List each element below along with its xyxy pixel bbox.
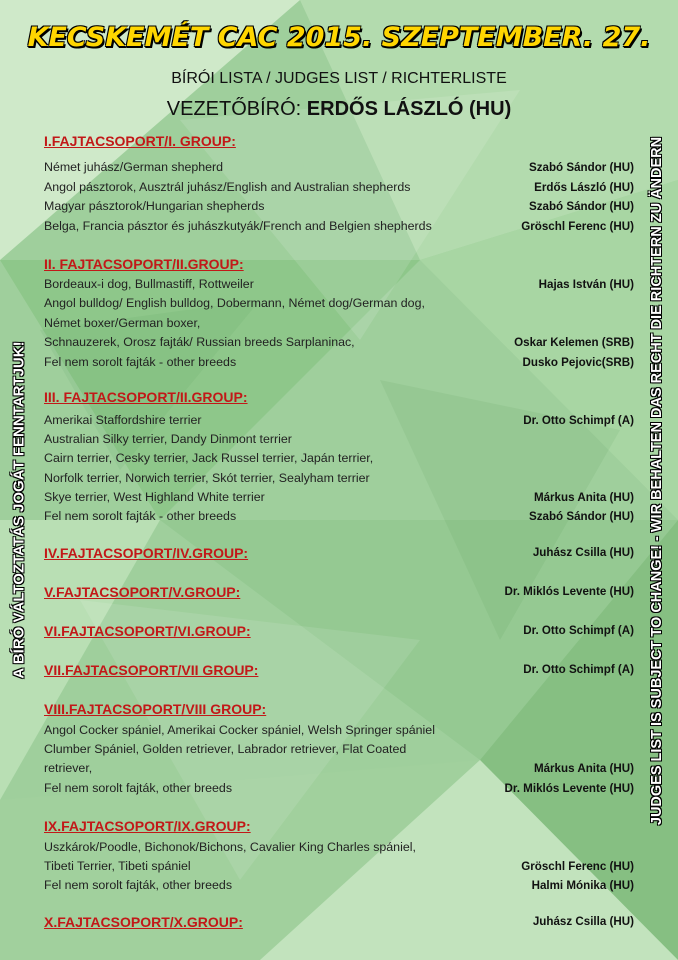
group-heading: V.FAJTACSOPORT/V.GROUP: [44,584,241,600]
judge-name: Gröschl Ferenc (HU) [521,860,634,873]
group-heading: IV.FAJTACSOPORT/IV.GROUP: [44,545,249,561]
breed-line: Amerikai Staffordshire terrier [44,413,202,427]
breed-line: Német juhász/German shepherd [44,160,224,174]
breed-line: Német boxer/German boxer, [44,316,201,330]
judge-name: Szabó Sándor (HU) [529,200,634,213]
judge-name: Erdős László (HU) [534,181,634,194]
group-heading: X.FAJTACSOPORT/X.GROUP: [44,914,243,930]
breed-line: Uszkárok/Poodle, Bichonok/Bichons, Cavalier King Charles spániel, [44,840,416,854]
breed-line: Bordeaux-i dog, Bullmastiff, Rottweiler [44,277,254,291]
judge-name: Szabó Sándor (HU) [529,161,634,174]
group-heading: IX.FAJTACSOPORT/IX.GROUP: [44,818,251,834]
chief-judge [0,98,678,121]
left-vertical-note [4,341,34,679]
breed-line: Magyar pásztorok/Hungarian shepherds [44,199,265,213]
breed-line: Fel nem sorolt fajták, other breeds [44,878,233,892]
judge-name: Gröschl Ferenc (HU) [521,220,634,233]
group-judge: Juhász Csilla (HU) [532,546,634,559]
judge-name: Dr. Otto Schimpf (A) [523,414,634,427]
breed-line: Angol pásztorok, Ausztrál juhász/English and Australian shepherds [44,180,411,194]
judge-name: Dusko Pejovic(SRB) [522,356,634,369]
left-vertical-text: A BÍRÓ VÁLTOZTATÁS JOGÁT FENNTARTJUK! [10,341,28,679]
breed-line: Fel nem sorolt fajták, other breeds [44,781,233,795]
right-vertical-text: JUDGES LIST IS SUBJECT TO CHANGE! - WIR BEHALTEN DAS RECHT DIE RICHTERN ZU ÄNDERN [649,136,665,826]
group-heading: II. FAJTACSOPORT/II.GROUP: [44,256,244,272]
judge-name: Oskar Kelemen (SRB) [514,336,634,349]
breed-line: Cairn terrier, Cesky terrier, Jack Russel terrier, Japán terrier, [44,451,374,465]
right-vertical-note [640,125,674,837]
breed-line: Tibeti Terrier, Tibeti spániel [44,859,191,873]
breed-line: Fel nem sorolt fajták - other breeds [44,509,237,523]
breed-line: Schnauzerek, Orosz fajták/ Russian breeds Sarplaninac, [44,335,355,349]
chief-judge-label: VEZETŐBÍRÓ: [166,98,302,120]
breed-line: Skye terrier, West Highland White terrier [44,490,265,504]
group-heading: VII.FAJTACSOPORT/VII GROUP: [44,662,259,678]
judge-name: Halmi Mónika (HU) [531,879,634,892]
breed-line: Norfolk terrier, Norwich terrier, Skót terrier, Sealyham terrier [44,471,370,485]
judge-name: Márkus Anita (HU) [533,762,634,775]
breed-line: Australian Silky terrier, Dandy Dinmont terrier [44,432,292,446]
page-subtitle: BÍRÓI LISTA / JUDGES LIST / RICHTERLISTE [171,70,507,87]
page-title: KECSKEMÉT CAC 2015. SZEPTEMBER. 27. [27,22,651,53]
group-judge: Dr. Otto Schimpf (A) [523,663,634,676]
chief-judge-name: ERDŐS LÁSZLÓ (HU) [306,98,512,120]
group-judge: Dr. Otto Schimpf (A) [523,624,634,637]
judge-name: Hajas István (HU) [538,278,634,291]
group-judge: Dr. Miklós Levente (HU) [504,585,634,598]
judge-name: Márkus Anita (HU) [533,491,634,504]
judge-name: Dr. Miklós Levente (HU) [504,782,634,795]
group-heading: VI.FAJTACSOPORT/VI.GROUP: [44,623,251,639]
breed-line: Angol Cocker spániel, Amerikai Cocker spániel, Welsh Springer spániel [44,723,435,737]
group-heading: III. FAJTACSOPORT/II.GROUP: [44,389,248,405]
breed-line: Belga, Francia pásztor és juhászkutyák/French and Belgien shepherds [44,219,432,233]
breed-line: Fel nem sorolt fajták - other breeds [44,355,237,369]
group-heading: VIII.FAJTACSOPORT/VIII GROUP: [44,701,267,717]
group-judge: Juhász Csilla (HU) [532,915,634,928]
breed-line: retriever, [44,761,93,775]
breed-line: Clumber Spániel, Golden retriever, Labrador retriever, Flat Coated [44,742,407,756]
breed-line: Angol bulldog/ English bulldog, Dobermann, Német dog/German dog, [44,296,425,310]
group-heading: I.FAJTACSOPORT/I. GROUP: [44,133,236,149]
judge-name: Szabó Sándor (HU) [529,510,634,523]
